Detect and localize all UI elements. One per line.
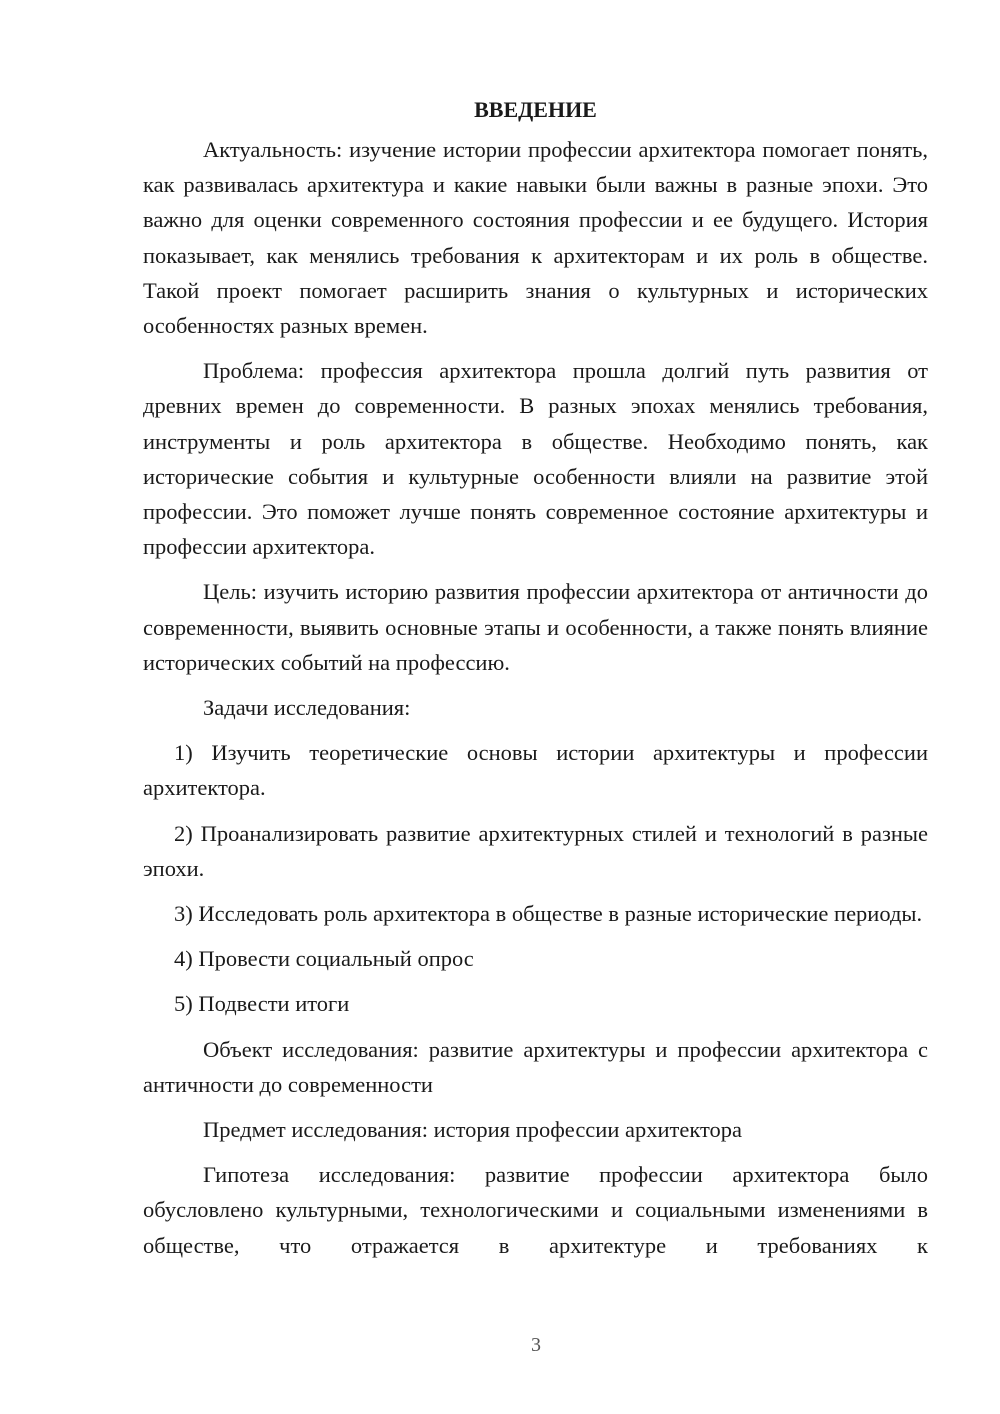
tasks-heading: Задачи исследования: <box>203 695 411 721</box>
problem-paragraph: Проблема: профессия архитектора прошла долгий путь развития от древних времен до современности. В разных эпохах менялись требования, инструменты и роль архитектора в обществе. Необходимо понять, как исторические события и культурные особенности влияли на развитие этой профессии. Это поможет лучше понять современное состояние архитектуры и профессии архитектора. <box>143 358 928 560</box>
task-item-1: 1) Изучить теоретические основы истории архитектуры и профессии архитектора. <box>143 740 928 801</box>
task-item-3: 3) Исследовать роль архитектора в обществе в разные исторические периоды. <box>174 901 923 927</box>
relevance-paragraph: Актуальность: изучение истории профессии архитектора помогает понять, как развивалась архитектура и какие навыки были важны в разные эпохи. Это важно для оценки современного состояния профессии и ее будущего. История показывает, как менялись требования к архитекторам и их роль в обществе. Такой проект помогает расширить знания о культурных и исторических особенностях разных времен. <box>143 137 928 339</box>
task-item-4: 4) Провести социальный опрос <box>174 946 474 972</box>
subject-paragraph: Предмет исследования: история профессии архитектора <box>203 1117 743 1143</box>
document-page <box>143 92 928 1273</box>
task-item-5: 5) Подвести итоги <box>174 991 350 1017</box>
goal-paragraph: Цель: изучить историю развития профессии архитектора от античности до современности, выявить основные этапы и особенности, а также понять влияние исторических событий на профессию. <box>143 579 928 675</box>
page-number: 3 <box>531 1334 541 1356</box>
object-paragraph: Объект исследования: развитие архитектуры и профессии архитектора с античности до современности <box>143 1036 928 1097</box>
task-item-2: 2) Проанализировать развитие архитектурных стилей и технологий в разные эпохи. <box>143 820 928 881</box>
hypothesis-paragraph: Гипотеза исследования: развитие профессии архитектора было обусловлено культурными, технологическими и социальными изменениями в обществе, что отражается в архитектуре и требованиях к <box>143 1162 928 1258</box>
page-title: ВВЕДЕНИЕ <box>474 97 597 122</box>
